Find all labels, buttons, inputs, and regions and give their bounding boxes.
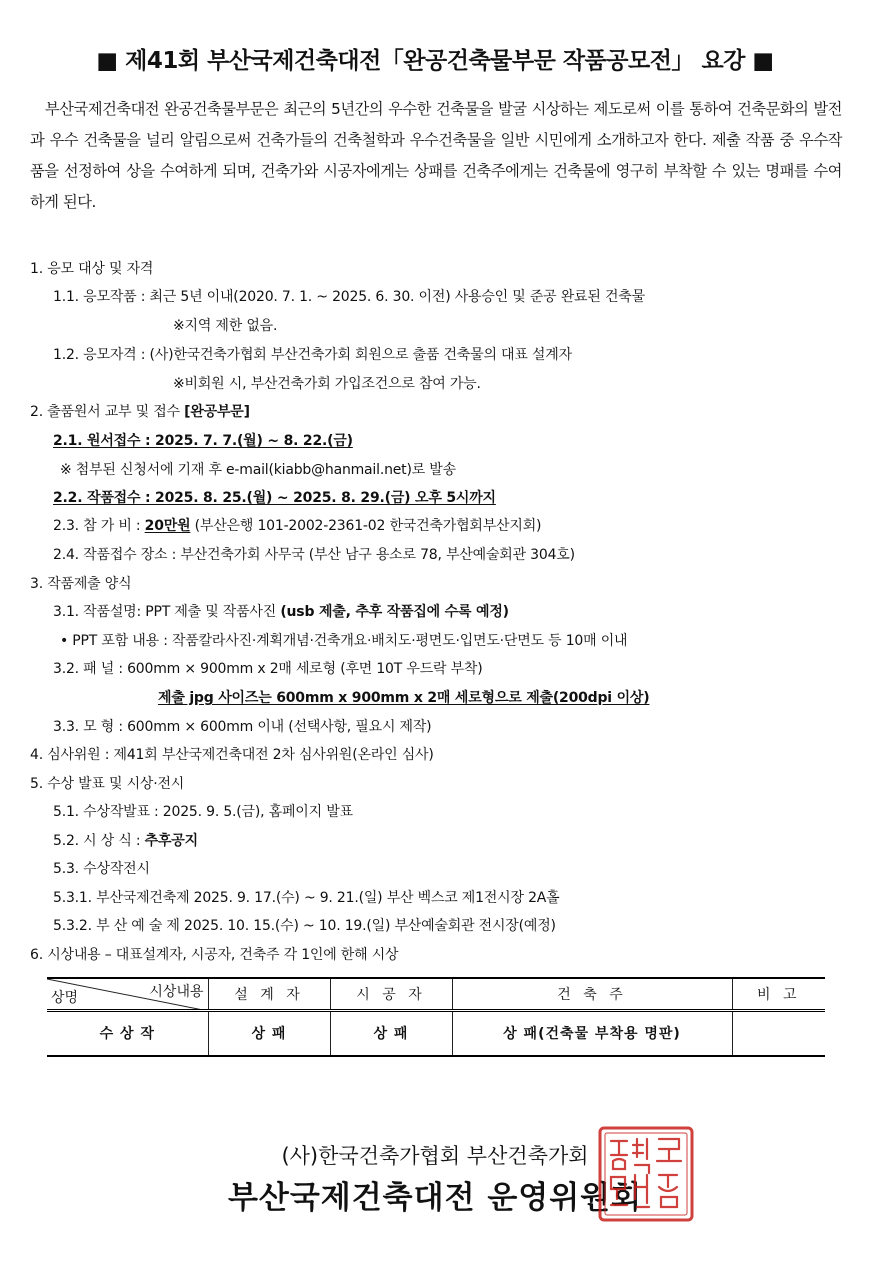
item-1-1: 1.1. 응모작품 : 최근 5년 이내(2020. 7. 1. ~ 2025. 6. 30. 이전) 사용승인 및 준공 완료된 건축물 xyxy=(53,289,645,305)
item-2-3 xyxy=(53,515,541,535)
document-title: ■ 제41회 부산국제건축대전「완공건축물부문 작품공모전」 요강 ■ xyxy=(96,48,774,74)
section-2-heading xyxy=(30,401,250,421)
section-1-heading: 1. 응모 대상 및 자격 xyxy=(30,261,154,277)
award-table xyxy=(47,977,825,1057)
participation-fee: 20만원 xyxy=(144,518,191,534)
item-1-2-note: ※비회원 시, 부산건축가회 가입조건으로 참여 가능. xyxy=(173,376,481,392)
table-corner-cell xyxy=(47,978,208,1010)
header-constructor: 시 공 자 xyxy=(330,978,452,1010)
item-5-3-1: 5.3.1. 부산국제건축제 2025. 9. 17.(수) ~ 9. 21.(일) 부산 벡스코 제1전시장 2A홀 xyxy=(53,890,560,906)
item-3-3: 3.3. 모 형 : 600mm × 600mm 이내 (선택사항, 필요시 제작) xyxy=(53,719,432,735)
cell-designer: 상 패 xyxy=(208,1010,330,1056)
header-designer: 설 계 자 xyxy=(208,978,330,1010)
header-remarks: 비 고 xyxy=(732,978,825,1010)
corner-label-award-name: 상명 xyxy=(51,989,79,1006)
ceremony-notice: 추후공지 xyxy=(144,833,198,849)
item-2-2: 2.2. 작품접수 : 2025. 8. 25.(월) ~ 2025. 8. 29.(금) 오후 5시까지 xyxy=(53,490,496,506)
section-3-heading: 3. 작품제출 양식 xyxy=(30,576,132,592)
cell-award-name: 수 상 작 xyxy=(47,1010,208,1056)
item-3-1-usb: (usb 제출, 추후 작품집에 수록 예정) xyxy=(280,604,509,620)
cell-constructor: 상 패 xyxy=(330,1010,452,1056)
item-2-1-note: ※ 첨부된 신청서에 기재 후 e-mail(kiabb@hanmail.net)로 발송 xyxy=(60,462,456,478)
section-5-heading: 5. 수상 발표 및 시상·전시 xyxy=(30,776,185,792)
intro-paragraph: 부산국제건축대전 완공건축물부문은 최근의 5년간의 우수한 건축물을 발굴 시상하는 제도로써 이를 통하여 건축문화의 발전과 우수 건축물을 널리 알림으로써 건축가들의 건축철학과 우수건축물을 일반 시민에게 소개하고자 한다. 제출 작품 중 우수작품을 선정하여 상을 수여하게 되며, 건축가와 시공자에게는 상패를 건축주에게는 건축물에 영구히 부착할 수 있는 명패를 수여하게 된다. xyxy=(30,100,842,211)
item-5-2-label: 5.2. 시 상 식 : xyxy=(53,833,145,849)
table-row xyxy=(47,1010,825,1056)
item-3-2-note: 제출 jpg 사이즈는 600mm x 900mm x 2매 세로형으로 제출(200dpi 이상) xyxy=(158,690,650,706)
item-2-4: 2.4. 작품접수 장소 : 부산건축가회 사무국 (부산 남구 용소로 78, 부산예술회관 304호) xyxy=(53,547,575,563)
cell-owner: 상 패(건축물 부착용 명판) xyxy=(452,1010,732,1056)
item-3-1-text: 3.1. 작품설명: PPT 제출 및 작품사진 xyxy=(53,604,281,620)
organization-subtitle: (사)한국건축가협회 부산건축가회 xyxy=(281,1144,589,1168)
item-1-1-note: ※지역 제한 없음. xyxy=(173,318,278,334)
section-4-heading: 4. 심사위원 : 제41회 부산국제건축대전 2차 심사위원(온라인 심사) xyxy=(30,747,434,763)
item-2-1: 2.1. 원서접수 : 2025. 7. 7.(월) ~ 8. 22.(금) xyxy=(53,433,353,449)
section-2-heading-tag: [완공부문] xyxy=(184,404,250,420)
organization-name: 부산국제건축대전 운영위원회 xyxy=(227,1180,643,1216)
section-2-heading-text: 2. 출품원서 교부 및 접수 xyxy=(30,404,185,420)
item-5-2 xyxy=(53,830,198,850)
item-3-1 xyxy=(53,601,509,621)
corner-label-award-content: 시상내용 xyxy=(149,984,204,1000)
item-2-3-label: 2.3. 참 가 비 : xyxy=(53,518,145,534)
item-5-3-2: 5.3.2. 부 산 예 술 제 2025. 10. 15.(수) ~ 10. 19.(일) 부산예술회관 전시장(예정) xyxy=(53,918,556,934)
item-1-2: 1.2. 응모자격 : (사)한국건축가협회 부산건축가회 회원으로 출품 건축물의 대표 설계자 xyxy=(53,347,572,363)
section-6-heading: 6. 시상내용 – 대표설계자, 시공자, 건축주 각 1인에 한해 시상 xyxy=(30,947,399,963)
header-owner: 건 축 주 xyxy=(452,978,732,1010)
item-3-2: 3.2. 패 널 : 600mm × 900mm x 2매 세로형 (후면 10T 우드락 부착) xyxy=(53,661,483,677)
item-3-1-bullet: • PPT 포함 내용 : 작품칼라사진·계획개념·건축개요·배치도·평면도·입면도·단면도 등 10매 이내 xyxy=(60,633,628,649)
item-2-3-account: (부산은행 101-2002-2361-02 한국건축가협회부산지회) xyxy=(190,518,542,534)
cell-remarks xyxy=(732,1010,825,1056)
table-header-row xyxy=(47,978,825,1010)
official-seal-stamp xyxy=(597,1125,695,1223)
item-5-1: 5.1. 수상작발표 : 2025. 9. 5.(금), 홈페이지 발표 xyxy=(53,804,353,820)
item-5-3: 5.3. 수상작전시 xyxy=(53,861,150,877)
